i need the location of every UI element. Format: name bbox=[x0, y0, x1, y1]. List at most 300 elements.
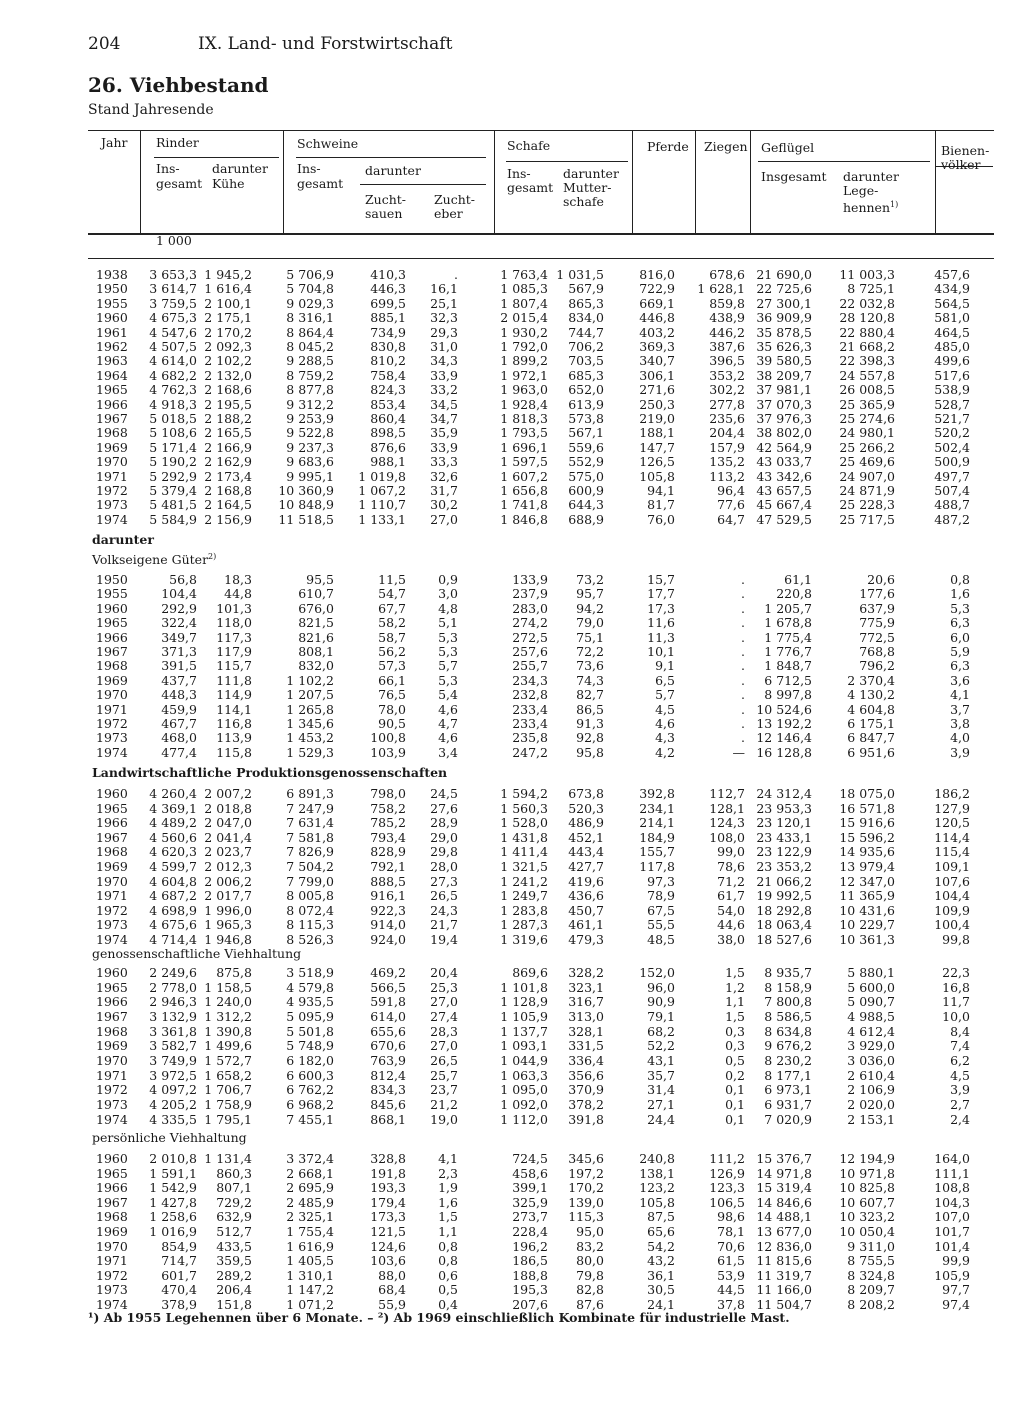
cell-mutterschafe: 92,8 bbox=[576, 730, 604, 746]
cell-gefluegel: 6 973,1 bbox=[764, 1082, 812, 1098]
cell-bienen: 517,6 bbox=[934, 367, 970, 383]
cell-mutterschafe: 79,8 bbox=[576, 1267, 604, 1283]
cell-zuchteber: 31,0 bbox=[430, 339, 458, 354]
cell-ziegen: . bbox=[741, 572, 745, 587]
cell-year: 1969 bbox=[96, 859, 128, 874]
cell-mutterschafe: 82,7 bbox=[576, 687, 604, 703]
cell-year: 1969 bbox=[96, 672, 128, 688]
cell-schweine: 8 759,2 bbox=[286, 367, 334, 383]
cell-schafe: 133,9 bbox=[512, 572, 548, 587]
table-row bbox=[0, 1253, 1024, 1268]
cell-zuchteber: 21,2 bbox=[430, 1096, 458, 1112]
cell-year: 1971 bbox=[96, 1067, 128, 1083]
table-row bbox=[0, 965, 1024, 980]
cell-kuehe: 2 168,6 bbox=[204, 382, 252, 398]
cell-ziegen: 353,2 bbox=[709, 367, 745, 383]
cell-pferde: 97,3 bbox=[647, 873, 675, 889]
table-row bbox=[0, 454, 1024, 469]
cell-zuchtsauen: 11,5 bbox=[378, 572, 406, 587]
cell-mutterschafe: 95,8 bbox=[576, 744, 604, 760]
table-row bbox=[0, 1224, 1024, 1239]
cell-zuchteber: 27,3 bbox=[430, 873, 458, 889]
cell-mutterschafe: 95,0 bbox=[576, 1224, 604, 1239]
cell-mutterschafe: 73,6 bbox=[576, 658, 604, 674]
cell-year: 1967 bbox=[96, 644, 128, 659]
cell-gefluegel: 220,8 bbox=[776, 586, 812, 602]
cell-kuehe: 1 945,2 bbox=[204, 267, 252, 282]
cell-zuchteber: 20,4 bbox=[430, 965, 458, 980]
cell-legehennen: 10 607,7 bbox=[839, 1194, 895, 1210]
cell-ziegen: . bbox=[741, 716, 745, 731]
table-row bbox=[0, 801, 1024, 816]
cell-ziegen: 135,2 bbox=[709, 454, 745, 470]
cell-rinder: 4 507,5 bbox=[149, 339, 197, 354]
cell-gefluegel: 22 725,6 bbox=[756, 281, 812, 297]
cell-ziegen: 71,2 bbox=[717, 873, 745, 889]
cell-kuehe: 116,8 bbox=[216, 716, 252, 731]
cell-ziegen: 64,7 bbox=[717, 511, 745, 527]
cell-gefluegel: 37 976,3 bbox=[756, 411, 812, 426]
cell-legehennen: 20,6 bbox=[867, 572, 895, 587]
table-row bbox=[0, 601, 1024, 616]
section-label: Landwirtschaftliche Produktionsgenossenschaften bbox=[92, 765, 448, 780]
cell-zuchteber: 35,9 bbox=[430, 425, 458, 441]
cell-ziegen: 99,0 bbox=[717, 844, 745, 860]
cell-schafe: 1 092,0 bbox=[500, 1096, 548, 1112]
cell-bienen: 3,9 bbox=[950, 744, 970, 760]
cell-rinder: 1 591,1 bbox=[149, 1165, 197, 1181]
cell-schweine: 5 706,9 bbox=[286, 267, 334, 282]
cell-schweine: 8 526,3 bbox=[286, 932, 334, 947]
cell-schafe: 1 560,3 bbox=[500, 800, 548, 816]
cell-legehennen: 9 311,0 bbox=[847, 1238, 895, 1254]
cell-schafe: 1 594,2 bbox=[500, 786, 548, 801]
cell-ziegen: 678,6 bbox=[709, 267, 745, 282]
header-schweine-ins-1: Ins- bbox=[297, 161, 321, 176]
cell-schafe: 1 431,8 bbox=[500, 829, 548, 845]
cell-legehennen: 25 717,5 bbox=[839, 511, 895, 527]
cell-zuchteber: 24,5 bbox=[430, 786, 458, 801]
cell-year: 1974 bbox=[96, 1297, 128, 1312]
cell-mutterschafe: 328,1 bbox=[568, 1023, 604, 1039]
cell-pferde: 340,7 bbox=[639, 353, 675, 369]
cell-gefluegel: 38 802,0 bbox=[756, 425, 812, 441]
cell-zuchtsauen: 758,4 bbox=[370, 367, 406, 383]
cell-zuchtsauen: 699,5 bbox=[370, 295, 406, 311]
cell-mutterschafe: 613,9 bbox=[568, 396, 604, 412]
cell-mutterschafe: 79,0 bbox=[576, 615, 604, 631]
cell-bienen: 502,4 bbox=[934, 439, 970, 455]
cell-pferde: 271,6 bbox=[639, 382, 675, 398]
cell-rinder: 4 205,2 bbox=[149, 1096, 197, 1112]
cell-ziegen: 235,6 bbox=[709, 411, 745, 426]
cell-zuchtsauen: 898,5 bbox=[370, 425, 406, 441]
table-row bbox=[0, 786, 1024, 801]
cell-zuchtsauen: 785,2 bbox=[370, 815, 406, 831]
cell-year: 1974 bbox=[96, 1111, 128, 1127]
cell-mutterschafe: 378,2 bbox=[568, 1096, 604, 1112]
cell-bienen: 4,1 bbox=[950, 687, 970, 703]
cell-year: 1972 bbox=[96, 1267, 128, 1283]
cell-year: 1969 bbox=[96, 439, 128, 455]
cell-zuchtsauen: 410,3 bbox=[370, 267, 406, 282]
cell-ziegen: 98,6 bbox=[717, 1209, 745, 1225]
cell-year: 1971 bbox=[96, 468, 128, 484]
cell-mutterschafe: 391,8 bbox=[568, 1111, 604, 1127]
cell-bienen: 8,4 bbox=[950, 1023, 970, 1039]
cell-schafe: 234,3 bbox=[512, 672, 548, 688]
cell-schweine: 1 453,2 bbox=[286, 730, 334, 746]
cell-kuehe: 289,2 bbox=[216, 1267, 252, 1283]
cell-pferde: 234,1 bbox=[639, 800, 675, 816]
cell-pferde: 4,6 bbox=[655, 716, 675, 731]
cell-kuehe: 111,8 bbox=[216, 672, 252, 688]
cell-mutterschafe: 436,6 bbox=[568, 888, 604, 904]
header-schafe-dar-2: Mutter- bbox=[563, 180, 612, 195]
cell-ziegen: 438,9 bbox=[709, 310, 745, 326]
cell-zuchtsauen: 76,5 bbox=[378, 687, 406, 703]
cell-ziegen: . bbox=[741, 730, 745, 746]
cell-pferde: 54,2 bbox=[647, 1238, 675, 1254]
cell-bienen: 105,9 bbox=[934, 1267, 970, 1283]
section-label: persönliche Viehhaltung bbox=[92, 1130, 247, 1145]
cell-pferde: 155,7 bbox=[639, 844, 675, 860]
cell-gefluegel: 15 376,7 bbox=[756, 1151, 812, 1166]
cell-gefluegel: 23 433,1 bbox=[756, 829, 812, 845]
table-row bbox=[0, 1024, 1024, 1039]
cell-year: 1960 bbox=[96, 786, 128, 801]
cell-gefluegel: 43 657,5 bbox=[756, 483, 812, 498]
cell-zuchtsauen: 88,0 bbox=[378, 1267, 406, 1283]
table-row bbox=[0, 903, 1024, 918]
cell-schafe: 325,9 bbox=[512, 1194, 548, 1210]
cell-schweine: 7 504,2 bbox=[286, 859, 334, 874]
cell-legehennen: 4 130,2 bbox=[847, 687, 895, 703]
cell-mutterschafe: 83,2 bbox=[576, 1238, 604, 1254]
cell-schweine: 7 631,4 bbox=[286, 815, 334, 831]
cell-ziegen: 77,6 bbox=[717, 497, 745, 513]
cell-ziegen: 112,7 bbox=[709, 786, 745, 801]
cell-legehennen: 10 971,8 bbox=[839, 1165, 895, 1181]
cell-rinder: 3 972,5 bbox=[149, 1067, 197, 1083]
cell-mutterschafe: 345,6 bbox=[568, 1151, 604, 1166]
cell-kuehe: 1 965,3 bbox=[204, 917, 252, 933]
cell-gefluegel: 11 815,6 bbox=[756, 1253, 812, 1269]
header-pferde: Pferde bbox=[647, 139, 689, 154]
cell-schweine: 5 095,9 bbox=[286, 1008, 334, 1024]
cell-schweine: 6 182,0 bbox=[286, 1052, 334, 1068]
cell-zuchteber: 4,6 bbox=[438, 701, 458, 717]
cell-schafe: 1 063,3 bbox=[500, 1067, 548, 1083]
cell-rinder: 5 190,2 bbox=[149, 454, 197, 470]
cell-schweine: 7 455,1 bbox=[286, 1111, 334, 1127]
cell-kuehe: 1 616,4 bbox=[204, 281, 252, 297]
cell-pferde: 4,3 bbox=[655, 730, 675, 746]
cell-legehennen: 15 916,6 bbox=[839, 815, 895, 831]
cell-schweine: 9 683,6 bbox=[286, 454, 334, 470]
cell-bienen: 4,5 bbox=[950, 1067, 970, 1083]
cell-schafe: 869,6 bbox=[512, 965, 548, 980]
cell-pferde: 5,7 bbox=[655, 687, 675, 703]
cell-bienen: 6,3 bbox=[950, 658, 970, 674]
cell-zuchteber: 26,5 bbox=[430, 888, 458, 904]
cell-rinder: 468,0 bbox=[161, 730, 197, 746]
cell-bienen: 99,9 bbox=[942, 1253, 970, 1269]
cell-kuehe: 118,0 bbox=[216, 615, 252, 631]
cell-year: 1965 bbox=[96, 979, 128, 995]
cell-gefluegel: 39 580,5 bbox=[756, 353, 812, 369]
cell-bienen: 497,7 bbox=[934, 468, 970, 484]
table-row bbox=[0, 497, 1024, 512]
cell-pferde: 30,5 bbox=[647, 1282, 675, 1298]
cell-zuchtsauen: 179,4 bbox=[370, 1194, 406, 1210]
table-row bbox=[0, 1068, 1024, 1083]
cell-mutterschafe: 520,3 bbox=[568, 800, 604, 816]
table-row bbox=[0, 411, 1024, 426]
cell-legehennen: 25 266,2 bbox=[839, 439, 895, 455]
cell-ziegen: 108,0 bbox=[709, 829, 745, 845]
cell-kuehe: 1 706,7 bbox=[204, 1082, 252, 1098]
cell-kuehe: 2 017,7 bbox=[204, 888, 252, 904]
cell-bienen: 107,0 bbox=[934, 1209, 970, 1225]
cell-kuehe: 2 166,9 bbox=[204, 439, 252, 455]
cell-zuchteber: 24,3 bbox=[430, 902, 458, 918]
cell-rinder: 4 687,2 bbox=[149, 888, 197, 904]
cell-schweine: 7 247,9 bbox=[286, 800, 334, 816]
cell-zuchteber: 0,8 bbox=[438, 1238, 458, 1254]
cell-kuehe: 2 170,2 bbox=[204, 324, 252, 340]
cell-year: 1968 bbox=[96, 1209, 128, 1225]
cell-rinder: 4 675,6 bbox=[149, 917, 197, 933]
cell-ziegen: — bbox=[732, 744, 745, 760]
cell-year: 1965 bbox=[96, 800, 128, 816]
cell-legehennen: 25 228,3 bbox=[839, 497, 895, 513]
cell-kuehe: 1 390,8 bbox=[204, 1023, 252, 1039]
cell-zuchtsauen: 100,8 bbox=[370, 730, 406, 746]
cell-zuchteber: 4,6 bbox=[438, 730, 458, 746]
cell-mutterschafe: 323,1 bbox=[568, 979, 604, 995]
cell-zuchtsauen: 469,2 bbox=[370, 965, 406, 980]
cell-zuchteber: 21,7 bbox=[430, 917, 458, 933]
cell-rinder: 2 946,3 bbox=[149, 994, 197, 1010]
header-bienen-1: Bienen- bbox=[941, 143, 990, 158]
cell-zuchtsauen: 68,4 bbox=[378, 1282, 406, 1298]
cell-bienen: 10,0 bbox=[942, 1008, 970, 1024]
table-subtitle: Stand Jahresende bbox=[88, 102, 214, 118]
cell-rinder: 5 292,9 bbox=[149, 468, 197, 484]
cell-zuchteber: 23,7 bbox=[430, 1082, 458, 1098]
cell-pferde: 147,7 bbox=[639, 439, 675, 455]
cell-bienen: 108,8 bbox=[934, 1180, 970, 1196]
cell-year: 1965 bbox=[96, 382, 128, 398]
cell-schafe: 1 095,0 bbox=[500, 1082, 548, 1098]
cell-zuchteber: 16,1 bbox=[430, 281, 458, 297]
cell-ziegen: 44,6 bbox=[717, 917, 745, 933]
cell-kuehe: 807,1 bbox=[216, 1180, 252, 1196]
cell-year: 1973 bbox=[96, 730, 128, 746]
cell-rinder: 4 547,6 bbox=[149, 324, 197, 340]
cell-kuehe: 115,7 bbox=[216, 658, 252, 674]
cell-ziegen: 124,3 bbox=[709, 815, 745, 831]
cell-mutterschafe: 419,6 bbox=[568, 873, 604, 889]
cell-rinder: 3 132,9 bbox=[149, 1008, 197, 1024]
cell-gefluegel: 15 319,4 bbox=[756, 1180, 812, 1196]
cell-schafe: 255,7 bbox=[512, 658, 548, 674]
cell-schafe: 1 656,8 bbox=[500, 483, 548, 498]
cell-zuchteber: 32,6 bbox=[430, 468, 458, 484]
cell-kuehe: 117,9 bbox=[216, 644, 252, 659]
cell-year: 1966 bbox=[96, 396, 128, 412]
cell-schweine: 1 265,8 bbox=[286, 701, 334, 717]
cell-zuchteber: 27,0 bbox=[430, 511, 458, 527]
table-row bbox=[0, 1151, 1024, 1166]
cell-schweine: 2 695,9 bbox=[286, 1180, 334, 1196]
cell-pferde: 446,8 bbox=[639, 310, 675, 326]
cell-year: 1971 bbox=[96, 888, 128, 904]
cell-legehennen: 10 229,7 bbox=[839, 917, 895, 933]
cell-gefluegel: 13 677,0 bbox=[756, 1224, 812, 1239]
cell-bienen: 97,4 bbox=[942, 1297, 970, 1312]
cell-mutterschafe: 95,7 bbox=[576, 586, 604, 602]
cell-pferde: 90,9 bbox=[647, 994, 675, 1010]
cell-gefluegel: 7 800,8 bbox=[764, 994, 812, 1010]
cell-ziegen: 78,1 bbox=[717, 1224, 745, 1239]
cell-year: 1973 bbox=[96, 1096, 128, 1112]
cell-zuchteber: 27,0 bbox=[430, 1038, 458, 1054]
table-row bbox=[0, 483, 1024, 498]
cell-bienen: 107,6 bbox=[934, 873, 970, 889]
cell-schweine: 9 029,3 bbox=[286, 295, 334, 311]
cell-mutterschafe: 834,0 bbox=[568, 310, 604, 326]
cell-zuchtsauen: 810,2 bbox=[370, 353, 406, 369]
cell-schweine: 3 372,4 bbox=[286, 1151, 334, 1166]
cell-legehennen: 25 274,6 bbox=[839, 411, 895, 426]
header-schweine: Schweine bbox=[297, 136, 359, 151]
cell-schweine: 808,1 bbox=[298, 644, 334, 659]
cell-schafe: 233,4 bbox=[512, 701, 548, 717]
cell-schweine: 7 826,9 bbox=[286, 844, 334, 860]
cell-schafe: 1 763,4 bbox=[500, 267, 548, 282]
cell-pferde: 15,7 bbox=[647, 572, 675, 587]
cell-kuehe: 2 092,3 bbox=[204, 339, 252, 354]
cell-legehennen: 5 090,7 bbox=[847, 994, 895, 1010]
cell-zuchteber: 5,3 bbox=[438, 644, 458, 659]
table-row bbox=[0, 745, 1024, 760]
cell-mutterschafe: 336,4 bbox=[568, 1052, 604, 1068]
cell-schweine: 95,5 bbox=[306, 572, 334, 587]
cell-legehennen: 25 365,9 bbox=[839, 396, 895, 412]
cell-year: 1965 bbox=[96, 1165, 128, 1181]
cell-zuchtsauen: 916,1 bbox=[370, 888, 406, 904]
cell-legehennen: 8 324,8 bbox=[847, 1267, 895, 1283]
cell-legehennen: 10 323,2 bbox=[839, 1209, 895, 1225]
cell-kuehe: 2 100,1 bbox=[204, 295, 252, 311]
cell-legehennen: 5 880,1 bbox=[847, 965, 895, 980]
cell-schweine: 610,7 bbox=[298, 586, 334, 602]
cell-rinder: 448,3 bbox=[161, 687, 197, 703]
cell-zuchtsauen: 121,5 bbox=[370, 1224, 406, 1239]
cell-bienen: 99,8 bbox=[942, 932, 970, 947]
cell-ziegen: . bbox=[741, 615, 745, 631]
cell-legehennen: 10 825,8 bbox=[839, 1180, 895, 1196]
cell-bienen: 0,8 bbox=[950, 572, 970, 587]
cell-legehennen: 21 668,2 bbox=[839, 339, 895, 354]
cell-year: 1967 bbox=[96, 411, 128, 426]
cell-legehennen: 6 951,6 bbox=[847, 744, 895, 760]
table-row bbox=[0, 1166, 1024, 1181]
cell-pferde: 403,2 bbox=[639, 324, 675, 340]
cell-zuchtsauen: 103,6 bbox=[370, 1253, 406, 1269]
cell-rinder: 1 016,9 bbox=[149, 1224, 197, 1239]
cell-ziegen: 0,3 bbox=[725, 1023, 745, 1039]
cell-ziegen: 0,1 bbox=[725, 1082, 745, 1098]
cell-ziegen: 0,1 bbox=[725, 1096, 745, 1112]
table-row bbox=[0, 572, 1024, 587]
footnote-ref-1: 1) bbox=[890, 200, 899, 209]
table-row bbox=[0, 874, 1024, 889]
cell-schafe: 247,2 bbox=[512, 744, 548, 760]
cell-gefluegel: 12 146,4 bbox=[756, 730, 812, 746]
cell-schafe: 228,4 bbox=[512, 1224, 548, 1239]
cell-year: 1970 bbox=[96, 1238, 128, 1254]
cell-pferde: 52,2 bbox=[647, 1038, 675, 1054]
cell-ziegen: 1,2 bbox=[725, 979, 745, 995]
cell-rinder: 477,4 bbox=[161, 744, 197, 760]
cell-pferde: 9,1 bbox=[655, 658, 675, 674]
cell-zuchteber: 1,5 bbox=[438, 1209, 458, 1225]
cell-ziegen: . bbox=[741, 586, 745, 602]
cell-schafe: 1 137,7 bbox=[500, 1023, 548, 1039]
cell-ziegen: 277,8 bbox=[709, 396, 745, 412]
cell-schafe: 274,2 bbox=[512, 615, 548, 631]
table-row bbox=[0, 980, 1024, 995]
cell-rinder: 3 759,5 bbox=[149, 295, 197, 311]
table-row bbox=[0, 1180, 1024, 1195]
cell-year: 1974 bbox=[96, 744, 128, 760]
cell-year: 1966 bbox=[96, 815, 128, 831]
cell-pferde: 11,3 bbox=[647, 629, 675, 645]
cell-year: 1968 bbox=[96, 844, 128, 860]
cell-kuehe: 2 018,8 bbox=[204, 800, 252, 816]
cell-pferde: 214,1 bbox=[639, 815, 675, 831]
table-row bbox=[0, 1038, 1024, 1053]
cell-mutterschafe: 567,9 bbox=[568, 281, 604, 297]
cell-schafe: 1 128,9 bbox=[500, 994, 548, 1010]
cell-year: 1950 bbox=[96, 281, 128, 297]
cell-year: 1971 bbox=[96, 701, 128, 717]
chapter-title: IX. Land- und Forstwirtschaft bbox=[198, 34, 453, 54]
cell-year: 1974 bbox=[96, 932, 128, 947]
cell-zuchteber: 0,4 bbox=[438, 1297, 458, 1312]
cell-bienen: 104,4 bbox=[934, 888, 970, 904]
cell-gefluegel: 23 122,9 bbox=[756, 844, 812, 860]
cell-gefluegel: 37 070,3 bbox=[756, 396, 812, 412]
cell-year: 1969 bbox=[96, 1038, 128, 1054]
cell-rinder: 4 675,3 bbox=[149, 310, 197, 326]
cell-schafe: 1 321,5 bbox=[500, 859, 548, 874]
cell-mutterschafe: 91,3 bbox=[576, 716, 604, 731]
cell-legehennen: 16 571,8 bbox=[839, 800, 895, 816]
cell-zuchteber: 34,5 bbox=[430, 396, 458, 412]
cell-legehennen: 10 361,3 bbox=[839, 932, 895, 947]
cell-mutterschafe: 673,8 bbox=[568, 786, 604, 801]
cell-pferde: 36,1 bbox=[647, 1267, 675, 1283]
cell-mutterschafe: 73,2 bbox=[576, 572, 604, 587]
cell-kuehe: 114,1 bbox=[216, 701, 252, 717]
cell-schweine: 1 310,1 bbox=[286, 1267, 334, 1283]
cell-bienen: 22,3 bbox=[942, 965, 970, 980]
table-row bbox=[0, 658, 1024, 673]
